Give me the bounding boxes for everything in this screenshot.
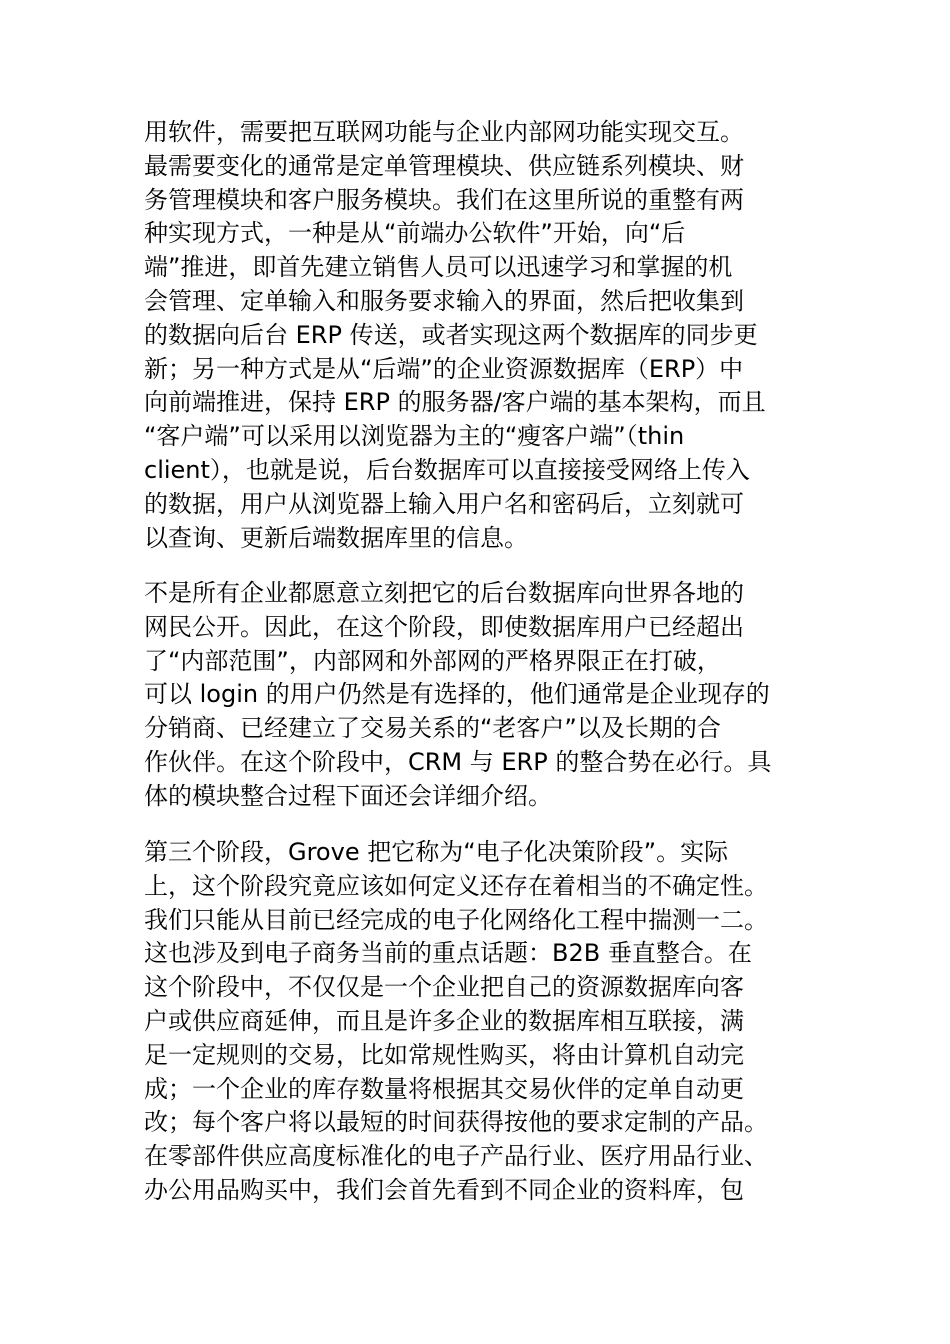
text-line: “客户端”可以采用以浏览器为主的“瘦客户端”（thin (144, 422, 685, 451)
text-line: 用软件，需要把互联网功能与企业内部网功能实现交互。 (144, 118, 744, 146)
text-line: 足一定规则的交易，比如常规性购买，将由计算机自动完 (144, 1040, 744, 1069)
text-line: 端”推进，即首先建立销售人员可以迅速学习和掌握的机 (144, 253, 733, 282)
text-line: 办公用品购买中，我们会首先看到不同企业的资料库，包 (144, 1175, 744, 1204)
text-line: 上，这个阶段究竟应该如何定义还存在着相当的不确定性。 (144, 871, 768, 900)
text-line: 最需要变化的通常是定单管理模块、供应链系列模块、财 (144, 151, 744, 180)
paragraph-3 (144, 836, 824, 1208)
text-line: 这个阶段中，不仅仅是一个企业把自己的资源数据库向客 (144, 973, 744, 1002)
text-line: 体的模块整合过程下面还会详细介绍。 (144, 781, 552, 810)
text-line: 会管理、定单输入和服务要求输入的界面，然后把收集到 (144, 286, 744, 315)
text-line: 分销商、已经建立了交易关系的“老客户”以及长期的合 (144, 714, 721, 743)
text-line: 作伙伴。在这个阶段中，CRM 与 ERP 的整合势在必行。具 (144, 747, 772, 776)
text-line: 网民公开。因此，在这个阶段，即使数据库用户已经超出 (144, 612, 744, 641)
text-line: 新；另一种方式是从“后端”的企业资源数据库（ERP）中 (144, 354, 744, 383)
text-line: 在零部件供应高度标准化的电子产品行业、医疗用品行业、 (144, 1142, 768, 1171)
text-line: 改；每个客户将以最短的时间获得按他的要求定制的产品。 (144, 1108, 768, 1137)
paragraph-2 (144, 577, 824, 814)
text-line: 向前端推进，保持 ERP 的服务器/客户端的基本架构，而且 (144, 388, 766, 417)
text-line: 户或供应商延伸，而且是许多企业的数据库相互联接，满 (144, 1006, 744, 1035)
text-line: 不是所有企业都愿意立刻把它的后台数据库向世界各地的 (144, 579, 744, 607)
text-line: client），也就是说，后台数据库可以直接接受网络上传入 (144, 455, 750, 484)
text-line: 以查询、更新后端数据库里的信息。 (144, 523, 528, 552)
text-line: 我们只能从目前已经完成的电子化网络化工程中揣测一二。 (144, 905, 768, 934)
text-line: 了“内部范围”，内部网和外部网的严格界限正在打破， (144, 646, 721, 675)
text-line: 务管理模块和客户服务模块。我们在这里所说的重整有两 (144, 185, 744, 214)
text-line: 种实现方式，一种是从“前端办公软件”开始，向“后 (144, 219, 686, 248)
paragraph-1 (144, 116, 824, 555)
text-line: 的数据，用户从浏览器上输入用户名和密码后，立刻就可 (144, 489, 744, 518)
text-line: 第三个阶段，Grove 把它称为“电子化决策阶段”。实际 (144, 838, 729, 866)
text-line: 成；一个企业的库存数量将根据其交易伙伴的定单自动更 (144, 1074, 744, 1103)
text-line: 的数据向后台 ERP 传送，或者实现这两个数据库的同步更 (144, 320, 758, 349)
text-line: 这也涉及到电子商务当前的重点话题：B2B 垂直整合。在 (144, 939, 752, 968)
text-line: 可以 login 的用户仍然是有选择的，他们通常是企业现存的 (144, 680, 770, 709)
